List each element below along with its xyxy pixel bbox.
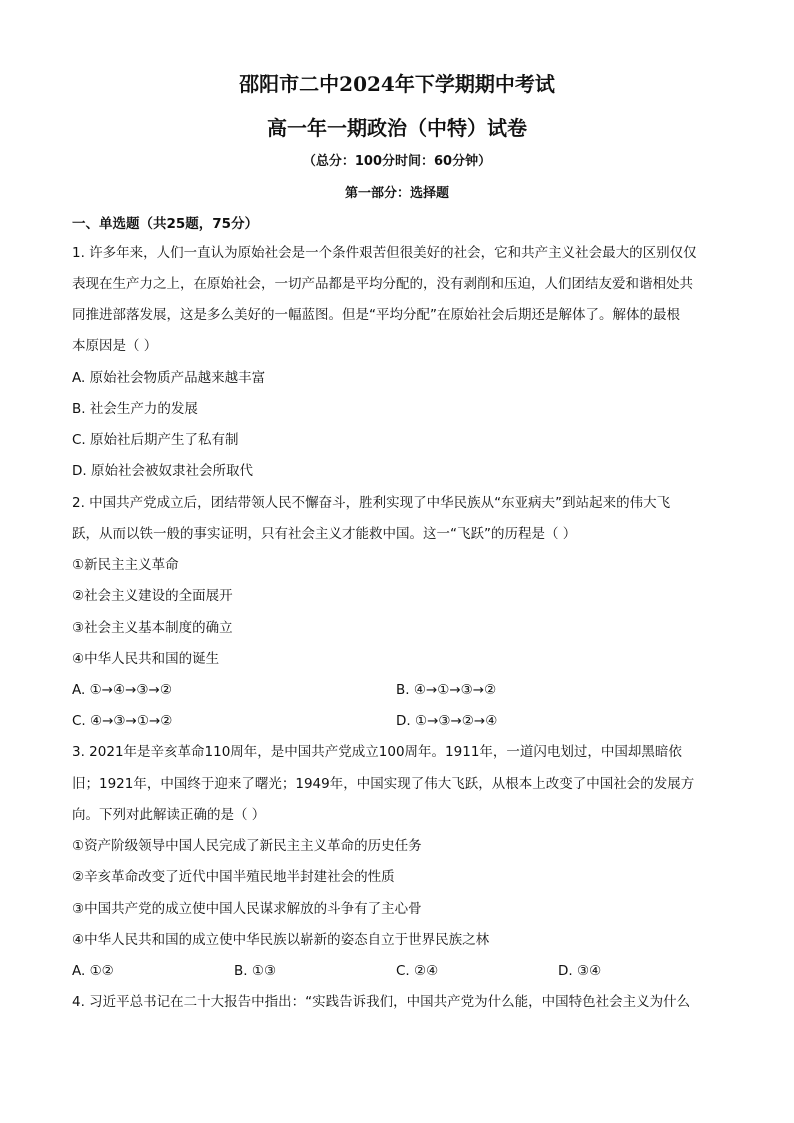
question-stem-line: 1. 许多年来，人们一直认为原始社会是一个条件艰苦但很美好的社会，它和共产主义社会最大的区别仅仅 (72, 245, 697, 261)
section-heading: 一、单选题（共25题，75分） (72, 216, 259, 232)
question-stem-line: 向。下列对此解读正确的是（ ） (72, 807, 266, 823)
question-stem-line: 旧；1921年，中国终于迎来了曙光；1949年，中国实现了伟大飞跃，从根本上改变了中国社会的发展方 (72, 776, 695, 792)
exam-subtitle: 高一年一期政治（中特）试卷 (267, 116, 527, 140)
statement-item: ①新民主主义革命 (72, 557, 179, 573)
exam-title: 邵阳市二中2024年下学期期中考试 (239, 72, 555, 96)
statement-item: ②社会主义建设的全面展开 (72, 588, 233, 604)
question-stem-line: 3. 2021年是辛亥革命110周年，是中国共产党成立100周年。1911年，一道闪电划过，中国却黑暗依 (72, 744, 682, 760)
option-b: B. ①③ (234, 963, 277, 979)
question-stem-line: 同推进部落发展，这是多么美好的一幅蓝图。但是“平均分配”在原始社会后期还是解体了。解体的最根 (72, 307, 680, 323)
question-stem-line: 4. 习近平总书记在二十大报告中指出：“实践告诉我们，中国共产党为什么能，中国特色社会主义为什么 (72, 994, 691, 1010)
option-a: A. 原始社会物质产品越来越丰富 (72, 370, 266, 386)
statement-item: ①资产阶级领导中国人民完成了新民主主义革命的历史任务 (72, 838, 422, 854)
statement-item: ②辛亥革命改变了近代中国半殖民地半封建社会的性质 (72, 869, 395, 885)
option-d: D. ①→③→②→④ (396, 713, 498, 729)
option-d: D. ③④ (558, 963, 602, 979)
statement-item: ④中华人民共和国的诞生 (72, 651, 220, 667)
option-b: B. 社会生产力的发展 (72, 401, 198, 417)
option-b: B. ④→①→③→② (396, 682, 497, 698)
option-d: D. 原始社会被奴隶社会所取代 (72, 463, 253, 479)
option-c: C. 原始社后期产生了私有制 (72, 432, 239, 448)
question-stem-line: 跃，从而以铁一般的事实证明，只有社会主义才能救中国。这一“飞跃”的历程是（ ） (72, 526, 577, 542)
exam-info: （总分：100分时间：60分钟） (302, 154, 492, 169)
question-stem-line: 本原因是（ ） (72, 338, 158, 354)
option-a: A. ①② (72, 963, 114, 979)
statement-item: ④中华人民共和国的成立使中华民族以崭新的姿态自立于世界民族之林 (72, 932, 490, 948)
question-stem-line: 2. 中国共产党成立后，团结带领人民不懈奋斗，胜利实现了中华民族从“东亚病夫”到站起来的伟大飞 (72, 495, 671, 511)
statement-item: ③中国共产党的成立使中国人民谋求解放的斗争有了主心骨 (72, 901, 422, 917)
option-c: C. ②④ (396, 963, 439, 979)
question-stem-line: 表现在生产力之上，在原始社会，一切产品都是平均分配的，没有剥削和压迫，人们团结友爱和谐相处共 (72, 276, 693, 292)
option-c: C. ④→③→①→② (72, 713, 173, 729)
part-heading: 第一部分：选择题 (344, 186, 449, 201)
option-a: A. ①→④→③→② (72, 682, 172, 698)
statement-item: ③社会主义基本制度的确立 (72, 620, 233, 636)
